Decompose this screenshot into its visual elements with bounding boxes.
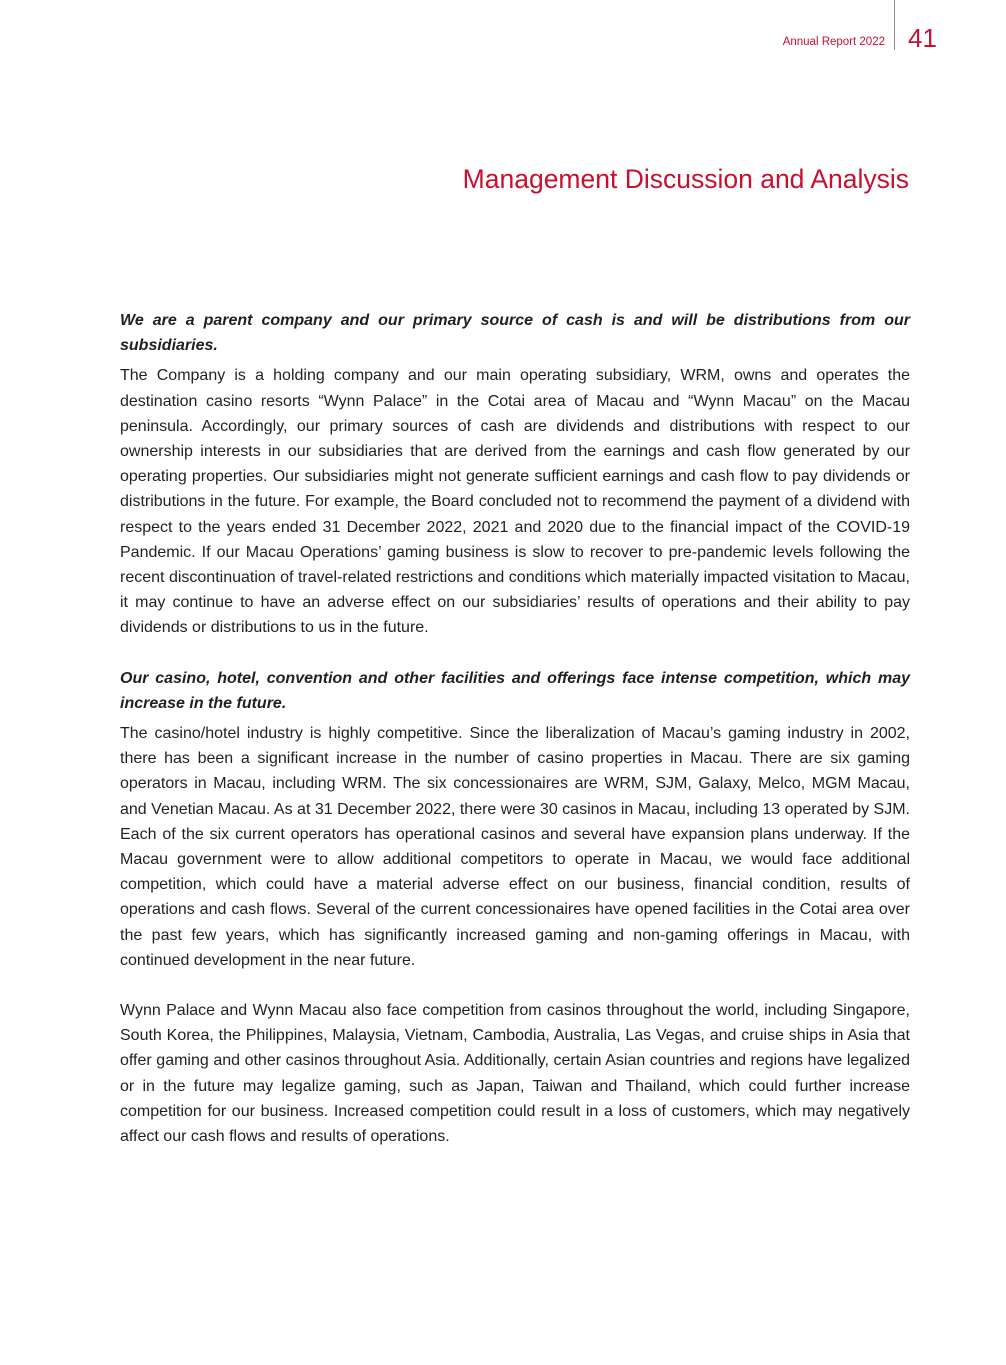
body-paragraph: The Company is a holding company and our main operating subsidiary, WRM, owns and operates the destination casino resorts “Wynn Palace” in the Cotai area of Macau and “Wynn Macau” on the Macau peninsula. Accordingly, our primary sources of cash are dividends and distributions with respect to our ownership interests in our subsidiaries that are derived from the earnings and cash flow generated by our operating properties. Our subsidiaries might not generate sufficient earnings and cash flow to pay dividends or distributions in the future. For example, the Board concluded not to recommend the payment of a dividend with respect to the years ended 31 December 2022, 2021 and 2020 due to the financial impact of the COVID-19 Pandemic. If our Macau Operations’ gaming business is slow to recover to pre-pandemic levels following the recent discontinuation of travel-related restrictions and conditions which materially impacted visitation to Macau, it may continue to have an adverse effect on our subsidiaries’ results of operations and their ability to pay dividends or distributions to us in the future. — [120, 367, 910, 637]
header-divider — [894, 0, 895, 50]
body-paragraph: The casino/hotel industry is highly competitive. Since the liberalization of Macau’s gaming industry in 2002, there has been a significant increase in the number of casino properties in Macau. There are six gaming operators in Macau, including WRM. The six concessionaires are WRM, SJM, Galaxy, Melco, MGM Macau, and Venetian Macau. As at 31 December 2022, there were 30 casinos in Macau, including 13 operated by SJM. Each of the six current operators has operational casinos and several have expansion plans underway. If the Macau government were to allow additional competitors to operate in Macau, we would face additional competition, which could have a material adverse effect on our business, financial condition, results of operations and cash flows. Several of the current concessionaires have opened facilities in the Cotai area over the past few years, which has significantly increased gaming and non-gaming offerings in Macau, with continued development in the near future. — [120, 725, 910, 969]
body-paragraph: Wynn Palace and Wynn Macau also face competition from casinos throughout the world, including Singapore, South Korea, the Philippines, Malaysia, Vietnam, Cambodia, Australia, Las Vegas, and cruise ships in Asia that offer gaming and other casinos throughout Asia. Additionally, certain Asian countries and regions have legalized or in the future may legalize gaming, such as Japan, Taiwan and Thailand, which could further increase competition for our business. Increased competition could result in a loss of customers, which may negatively affect our cash flows and results of operations. — [120, 1002, 910, 1146]
section-heading-competition: Our casino, hotel, convention and other facilities and offerings face intense competition, which may increase in the future. — [120, 669, 910, 712]
paragraph-spacer — [120, 973, 910, 998]
document-body — [120, 308, 910, 1149]
page-title: Management Discussion and Analysis — [462, 164, 909, 194]
section-spacer — [120, 641, 910, 666]
section-heading-parent-company: We are a parent company and our primary source of cash is and will be distributions from our subsidiaries. — [120, 312, 910, 355]
page-number: 41 — [908, 23, 937, 53]
report-label: Annual Report 2022 — [782, 36, 885, 48]
